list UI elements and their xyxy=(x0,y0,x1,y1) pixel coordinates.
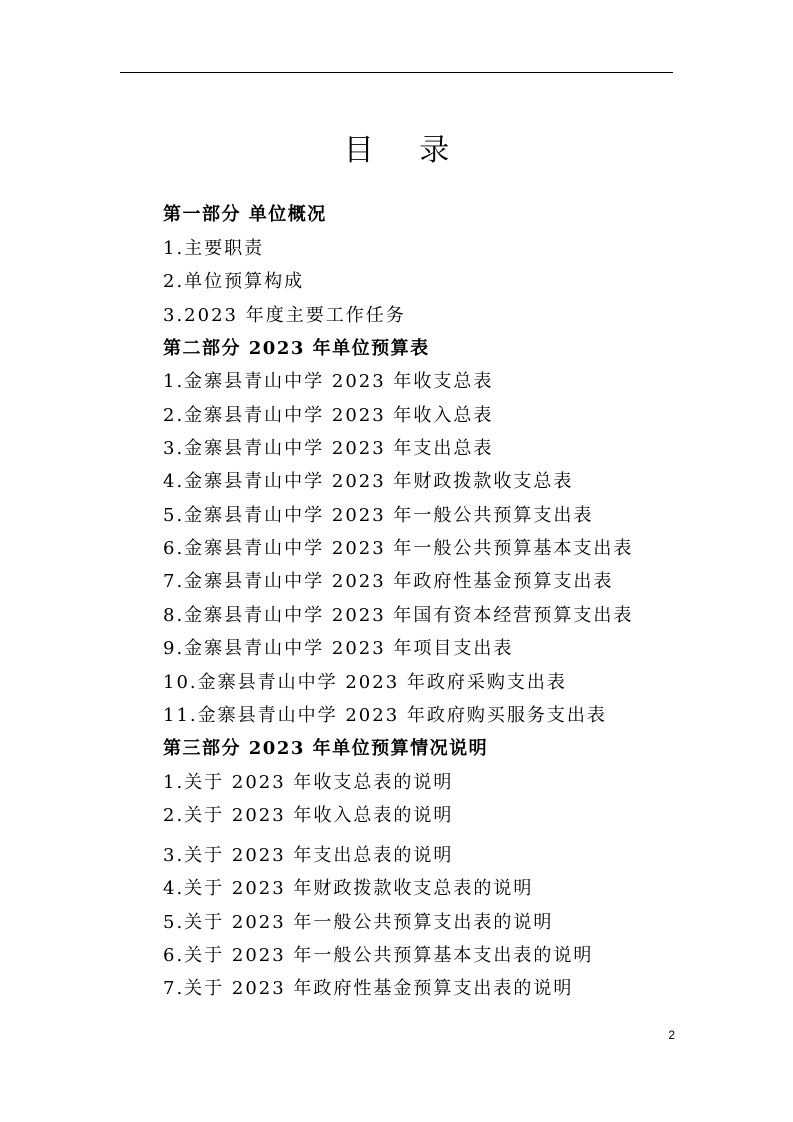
toc-entry: 2.关于 2023 年收入总表的说明 xyxy=(163,805,454,826)
toc-entry: 1.金寨县青山中学 2023 年收支总表 xyxy=(163,371,494,392)
header-rule xyxy=(120,72,673,73)
toc-entry: 2.单位预算构成 xyxy=(163,271,305,292)
toc-entry: 4.金寨县青山中学 2023 年财政拨款收支总表 xyxy=(163,471,574,492)
toc-entry: 6.金寨县青山中学 2023 年一般公共预算基本支出表 xyxy=(163,538,634,559)
page-title: 目 录 xyxy=(343,133,468,168)
toc-entry: 10.金寨县青山中学 2023 年政府采购支出表 xyxy=(163,672,567,693)
toc-entry: 7.关于 2023 年政府性基金预算支出表的说明 xyxy=(163,978,574,999)
toc-entry: 11.金寨县青山中学 2023 年政府购买服务支出表 xyxy=(163,705,607,726)
toc-section-heading-3: 第三部分 2023 年单位预算情况说明 xyxy=(163,738,489,759)
toc-entry: 5.金寨县青山中学 2023 年一般公共预算支出表 xyxy=(163,505,594,526)
toc-entry: 3.2023 年度主要工作任务 xyxy=(163,305,406,326)
toc-entry: 1.关于 2023 年收支总表的说明 xyxy=(163,772,454,793)
toc-entry: 5.关于 2023 年一般公共预算支出表的说明 xyxy=(163,912,554,933)
page-number: 2 xyxy=(668,1028,675,1042)
toc-entry: 6.关于 2023 年一般公共预算基本支出表的说明 xyxy=(163,945,594,966)
toc-section-heading-1: 第一部分 单位概况 xyxy=(163,204,327,225)
toc-entry: 9.金寨县青山中学 2023 年项目支出表 xyxy=(163,638,514,659)
toc-entry: 1.主要职责 xyxy=(163,238,265,259)
toc-entry: 3.关于 2023 年支出总表的说明 xyxy=(163,845,454,866)
toc-entry: 3.金寨县青山中学 2023 年支出总表 xyxy=(163,438,494,459)
toc-entry: 7.金寨县青山中学 2023 年政府性基金预算支出表 xyxy=(163,571,614,592)
toc-entry: 8.金寨县青山中学 2023 年国有资本经营预算支出表 xyxy=(163,605,634,626)
toc-section-heading-2: 第二部分 2023 年单位预算表 xyxy=(163,338,430,359)
toc-entry: 2.金寨县青山中学 2023 年收入总表 xyxy=(163,405,494,426)
toc-entry: 4.关于 2023 年财政拨款收支总表的说明 xyxy=(163,878,534,899)
